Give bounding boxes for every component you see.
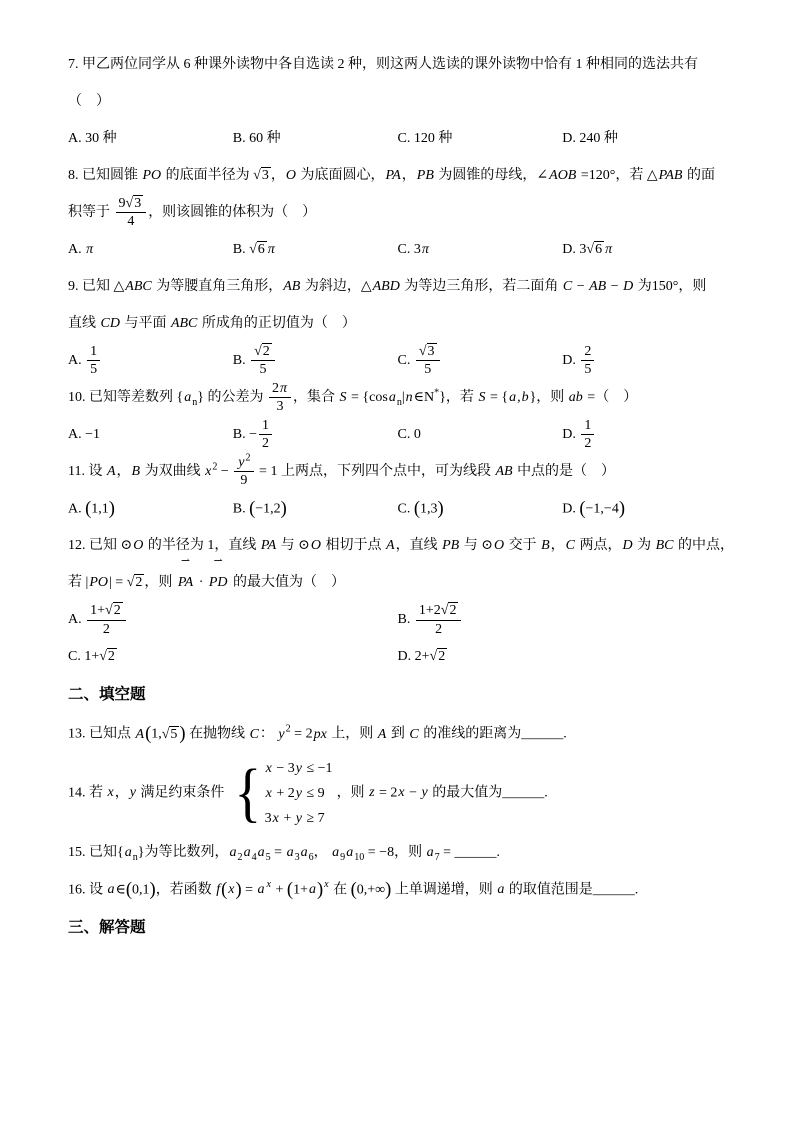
question-11-option-b: B. (−1,2) [232, 498, 287, 518]
question-8-stem-line-1: 8. 已知圆锥 PO 的底面半径为 √3 ，O 为底面圆心，PA，PB 为圆锥的母线，∠AOB =120°，若 △PAB 的面 [68, 168, 715, 183]
question-8 [68, 157, 727, 268]
question-14 [68, 753, 727, 834]
question-9-option-b: B. $\frac{√2}{5}$ [233, 342, 398, 379]
question-7-option-b: B. 60 种 [232, 131, 281, 146]
question-8-stem-line-2: 积等于 $\frac{9√3}{4}$ ，则该圆锥的体积为（ ） [68, 195, 317, 230]
question-16 [68, 871, 727, 908]
question-9-stem-line-1: 9. 已知 △ABC 为等腰直角三角形，AB 为斜边，△ABD 为等边三角形，若二面角 C − AB − D 为150°，则 [68, 279, 707, 294]
question-15 [68, 834, 727, 871]
question-7-option-d: D. 240 种 [562, 131, 618, 146]
question-13-stem: 13. 已知点 A(1,√5 ) 在抛物线 C： $y^2 = 2px$ 上，则 A 到 C 的准线的距离为______. [68, 723, 567, 744]
question-8-option-d: D. 3√6 π [562, 242, 613, 257]
question-12-option-d: D. 2+√2 [397, 649, 446, 665]
question-7-options [68, 120, 727, 157]
question-7 [68, 46, 727, 157]
question-12-option-b: B. $\frac{1+2√2}{2}$ [398, 601, 728, 638]
question-8-option-a: A. π [68, 242, 94, 257]
question-11-option-a: A. (1,1) [68, 498, 115, 518]
question-12 [68, 527, 734, 675]
question-11-option-c: C. (1,3) [397, 498, 444, 518]
question-10-stem: 10. 已知等差数列 $\{a_n\}$ 的公差为 $\frac{2\pi}{3}$ ，集合 S = {cosa$_n$|n∈N*}，若 S = {a,b}，则 ab =（ ） [68, 380, 638, 415]
question-9-options [68, 342, 727, 379]
question-10-options [68, 416, 727, 453]
question-10 [68, 379, 727, 453]
question-7-option-c: C. 120 种 [397, 131, 453, 146]
question-12-options [68, 601, 727, 675]
section-header-answer: 三、解答题 [68, 919, 146, 937]
question-12-option-c: C. 1+√2 [68, 649, 115, 665]
question-11 [68, 453, 727, 527]
question-15-stem: 15. 已知$\{a_n\}$为等比数列，$a_2a_4a_5 = a_3a_6$， $a_9a_{10} = -8$，则 $a_7$ = ______. [68, 844, 501, 863]
question-12-stem-line-1: 12. 已知 ⊙O 的半径为 1，直线 PA 与 ⊙O 相切于点 A，直线 PB 与 ⊙O 交于 B，C 两点，D 为 BC 的中点， [68, 538, 734, 554]
question-14-stem: 14. 若 x，y 满足约束条件 { x − 3y ≤ −1 x + 2y ≤ 9 3x + y ≥ 7 ，则 z = 2x − y 的最大值为______. [68, 755, 548, 829]
question-11-option-d: D. (−1,−4) [562, 498, 625, 518]
question-10-option-d: D. $\frac{1}{2}$ [562, 416, 727, 453]
question-7-stem-line-2: （ ） [68, 94, 110, 109]
question-10-option-b: B. − $\frac{1}{2}$ [233, 416, 398, 453]
question-9-option-a: A. $\frac{1}{5}$ [68, 342, 233, 379]
question-7-option-a: A. 30 种 [68, 131, 117, 146]
question-8-options [68, 231, 727, 268]
question-10-option-c: C. 0 [397, 427, 421, 442]
question-8-option-c: C. 3π [397, 242, 429, 257]
question-7-stem-line-1: 7. 甲乙两位同学从 6 种课外读物中各自选读 2 种，则这两人选读的课外读物中恰有 1 种相同的选法共有 [68, 57, 698, 72]
question-12-stem-line-2: 若 |PO| = √2 ，则 ⇀ PA · ⇀ PD 的最大值为（ ） [68, 554, 346, 591]
question-13 [68, 715, 727, 752]
question-16-stem: 16. 设 a∈(0,1)，若函数 f(x) = a $^x + (1+a)^x$ 在 (0,+∞) 上单调递增，则 a 的取值范围是______. [68, 878, 639, 899]
question-9-option-c: C. $\frac{√3}{5}$ [398, 342, 563, 379]
section-header-fill-in: 二、填空题 [68, 686, 146, 704]
question-9 [68, 268, 727, 379]
question-11-stem: 11. 设 A，B 为双曲线 $x^2$ − $\frac{y^2}{9}$ = 1 上两点，下列四个点中，可为线段 AB 中点的是（ ） [68, 452, 616, 489]
question-12-option-a: A. $\frac{1+√2}{2}$ [68, 601, 398, 638]
question-8-option-b: B. √6 π [232, 242, 275, 257]
question-9-stem-line-2: 直线 CD 与平面 ABC 所成角的正切值为（ ） [68, 316, 356, 331]
question-9-option-d: D. $\frac{2}{5}$ [562, 342, 727, 379]
question-10-option-a: A. −1 [68, 427, 101, 442]
question-11-options [68, 490, 727, 527]
